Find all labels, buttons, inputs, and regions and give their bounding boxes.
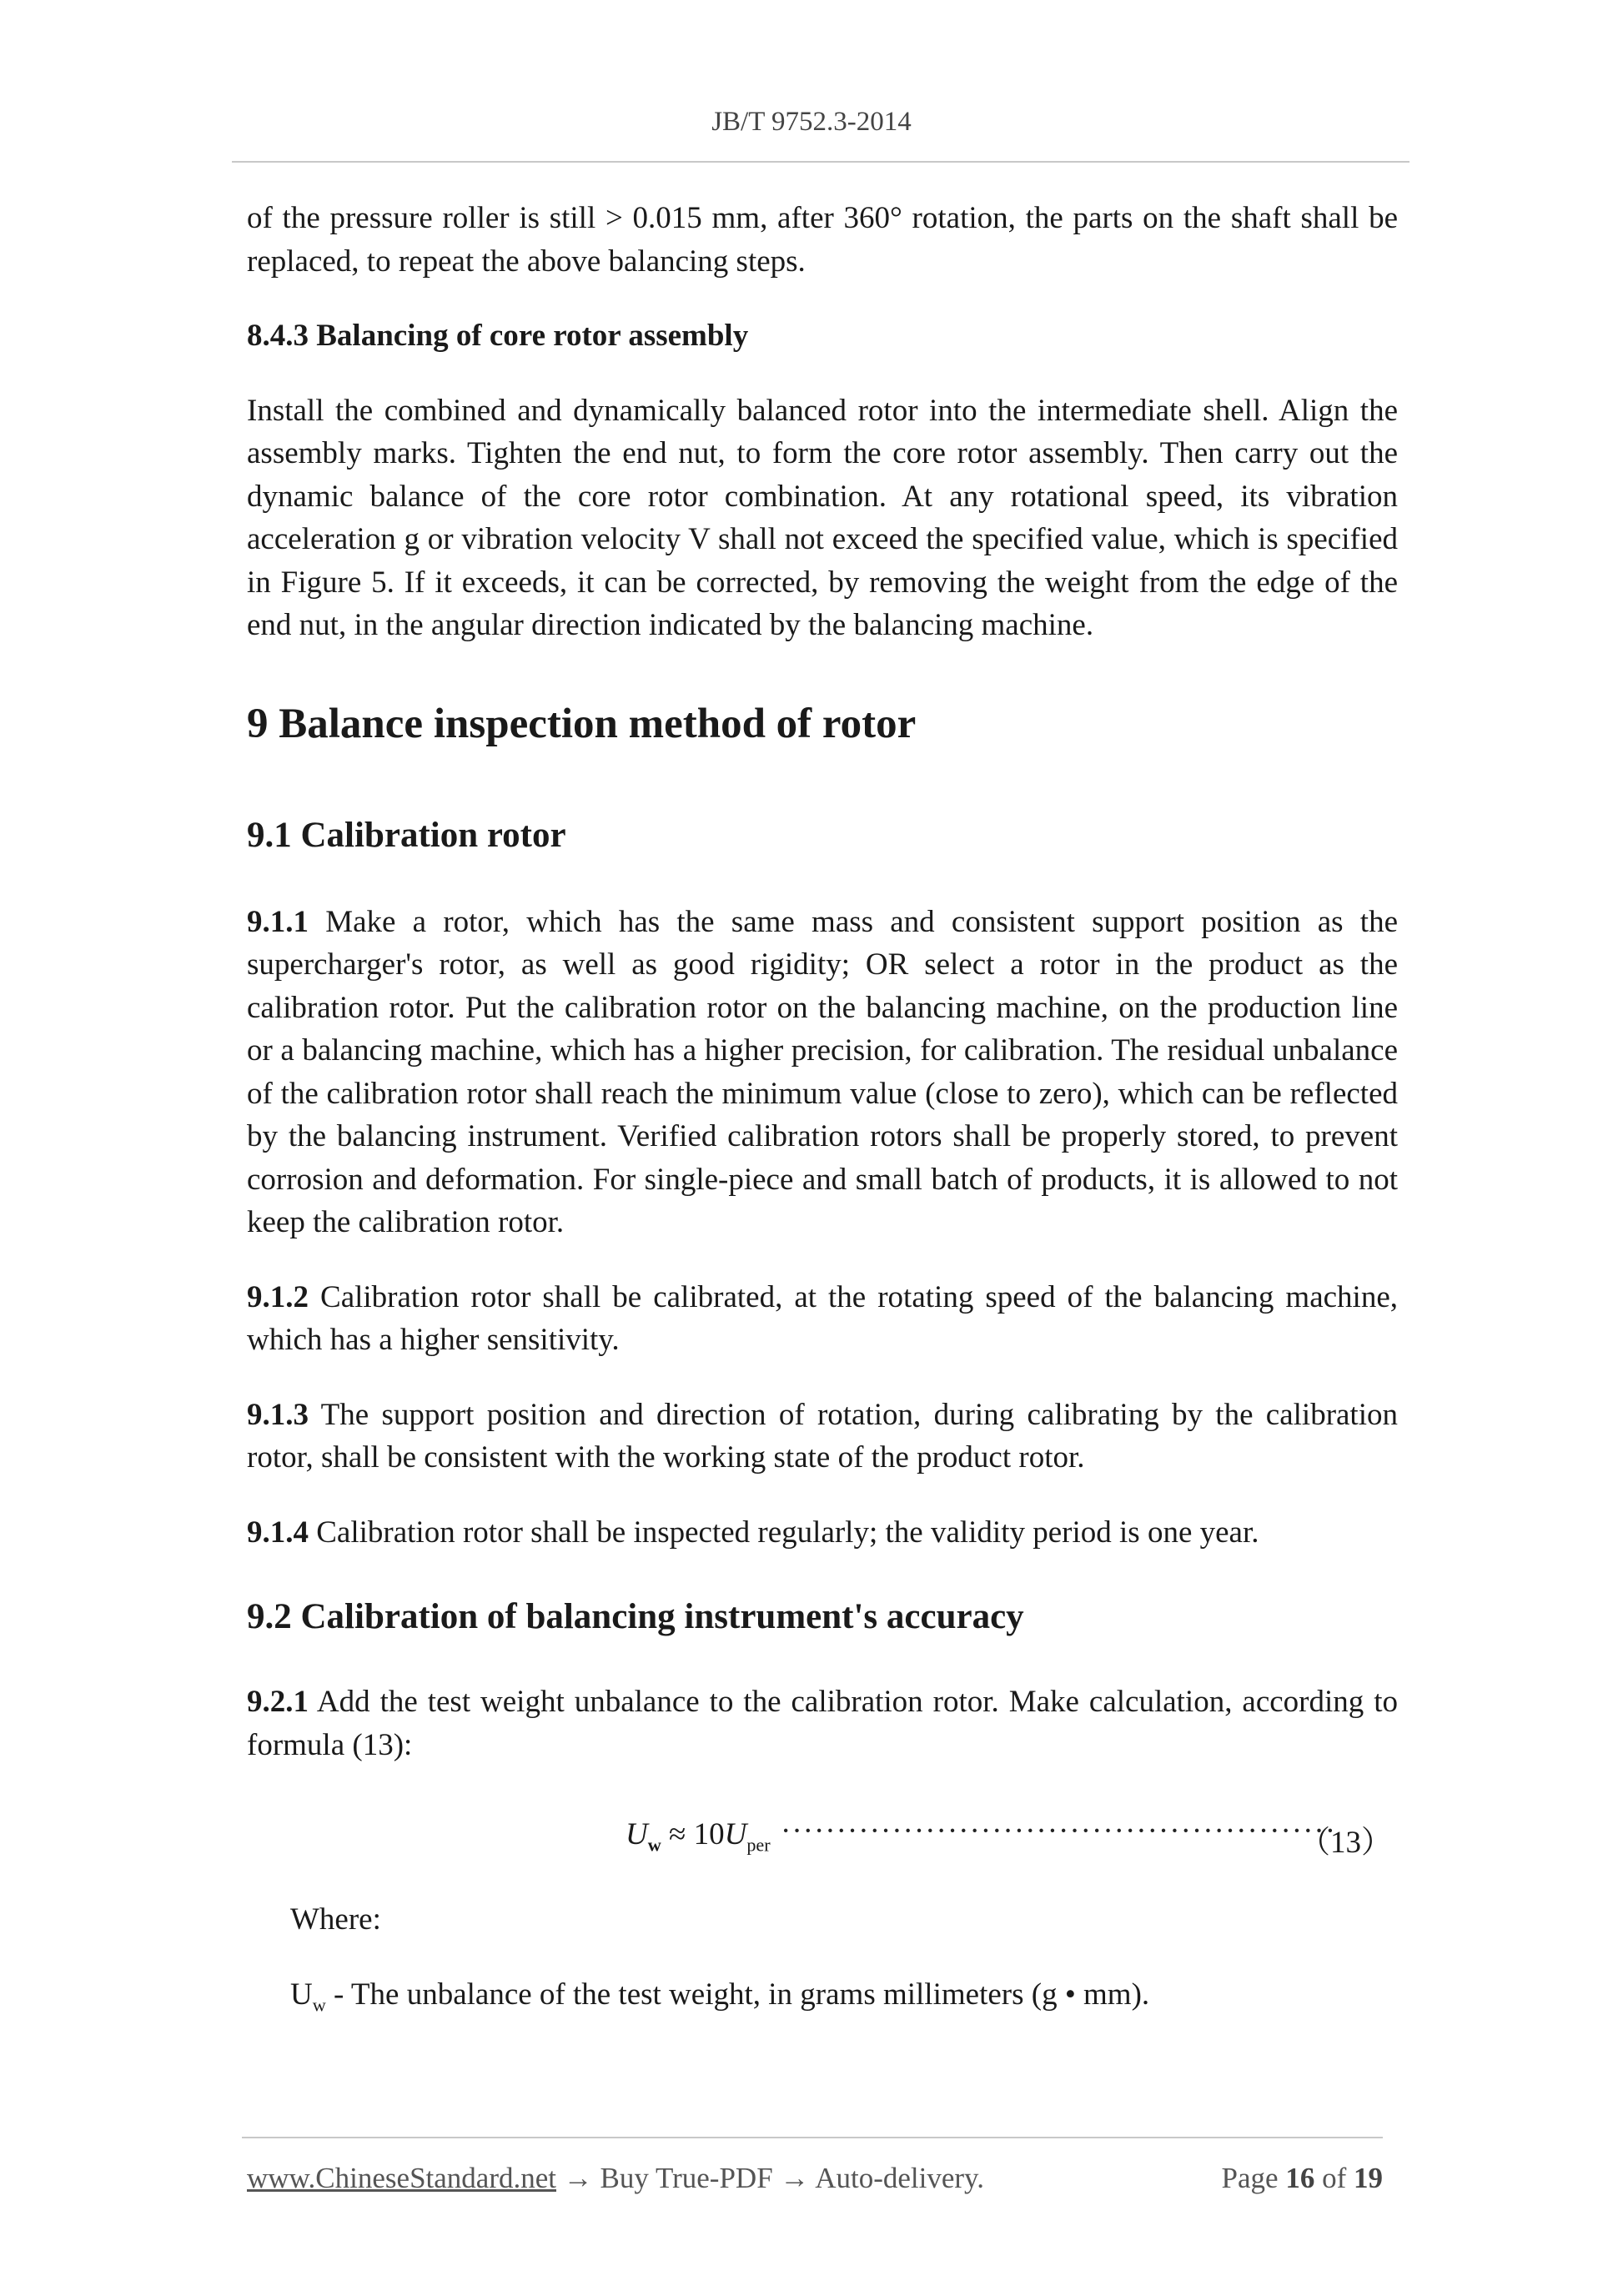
- clause-text: The support position and direction of rotation, during calibrating by the calibration rotor, shall be consistent with the working state of the product rotor.: [247, 1397, 1398, 1475]
- page-body: [247, 197, 1398, 2026]
- page-indicator: Page 16 of 19: [1221, 2162, 1383, 2194]
- section-8-4-3-title: 8.4.3 Balancing of core rotor assembly: [247, 319, 749, 353]
- section-8-4-3-text: Install the combined and dynamically balanced rotor into the intermediate shell. Align the assembly marks. Tighten the end nut, to form the core rotor assembly. Then carry out the dynamic balance of the core rotor combination. At any rotational speed, its vibration acceleration g or vibration velocity V shall not exceed the specified value, which is specified in Figure 5. If it exceeds, it can be corrected, by removing the weight from the edge of the end nut, in the angular direction indicated by the balancing machine.: [247, 393, 1398, 642]
- where-label: Where:: [290, 1902, 381, 1937]
- formula-leader-dots: ··················································: [781, 1814, 1337, 1848]
- clause-number: 9.2.1: [247, 1685, 309, 1719]
- current-page: 16: [1285, 2162, 1315, 2194]
- clause-number: 9.1.3: [247, 1397, 309, 1432]
- clause-9-1-2: [247, 1276, 1398, 1362]
- section-9-1-title: 9.1 Calibration rotor: [247, 815, 566, 855]
- uw-definition: $U_w$ - The unbalance of the test weight, in grams millimeters (g • mm).: [290, 1977, 1150, 2015]
- formula-expression: $U_w \approx 10U_{per}$: [626, 1817, 771, 1856]
- clause-9-1-4: [247, 1511, 1398, 1555]
- clause-text: Calibration rotor shall be calibrated, at the rotating speed of the balancing machine, which has a higher sensitivity.: [247, 1279, 1399, 1357]
- clause-9-1-1: [247, 901, 1398, 1244]
- clause-number: 9.1.4: [247, 1515, 309, 1550]
- section-9-2-title: 9.2 Calibration of balancing instrument's accuracy: [247, 1597, 1024, 1636]
- clause-text: Add the test weight unbalance to the calibration rotor. Make calculation, according to formula (13):: [247, 1685, 1398, 1762]
- footer-tagline: → Buy True-PDF → Auto-delivery.: [556, 2162, 985, 2194]
- formula-number: （13）: [1299, 1826, 1392, 1860]
- page-header-title: JB/T 9752.3-2014: [711, 107, 912, 137]
- clause-number: 9.1.2: [247, 1279, 309, 1314]
- header-divider: [232, 161, 1409, 163]
- total-pages: 19: [1354, 2162, 1383, 2194]
- page-footer: [247, 2162, 1383, 2195]
- website-link[interactable]: www.ChineseStandard.net: [247, 2162, 556, 2194]
- clause-text: Calibration rotor shall be inspected regularly; the validity period is one year.: [316, 1515, 1259, 1550]
- clause-9-2-1: [247, 1681, 1398, 1766]
- continued-paragraph: of the pressure roller is still > 0.015 mm, after 360° rotation, the parts on the shaft shall be replaced, to repeat the above balancing steps.: [247, 201, 1398, 279]
- clause-9-1-3: [247, 1394, 1398, 1480]
- formula-13: [247, 1800, 1398, 1866]
- clause-number: 9.1.1: [247, 904, 309, 939]
- clause-text: Make a rotor, which has the same mass and consistent support position as the supercharger's rotor, as well as good rigidity; OR select a rotor in the product as the calibration rotor. Put the calibration rotor on the balancing machine, on the production line or a balancing machine, which has a higher precision, for calibration. The residual unbalance of the calibration rotor shall reach the minimum value (close to zero), which can be reflected by the balancing instrument. Verified calibration rotors shall be properly stored, to prevent corrosion and deformation. For single-piece and small batch of products, it is allowed to not keep the calibration rotor.: [247, 904, 1398, 1239]
- footer-divider: [242, 2137, 1383, 2138]
- section-9-title: 9 Balance inspection method of rotor: [247, 700, 917, 747]
